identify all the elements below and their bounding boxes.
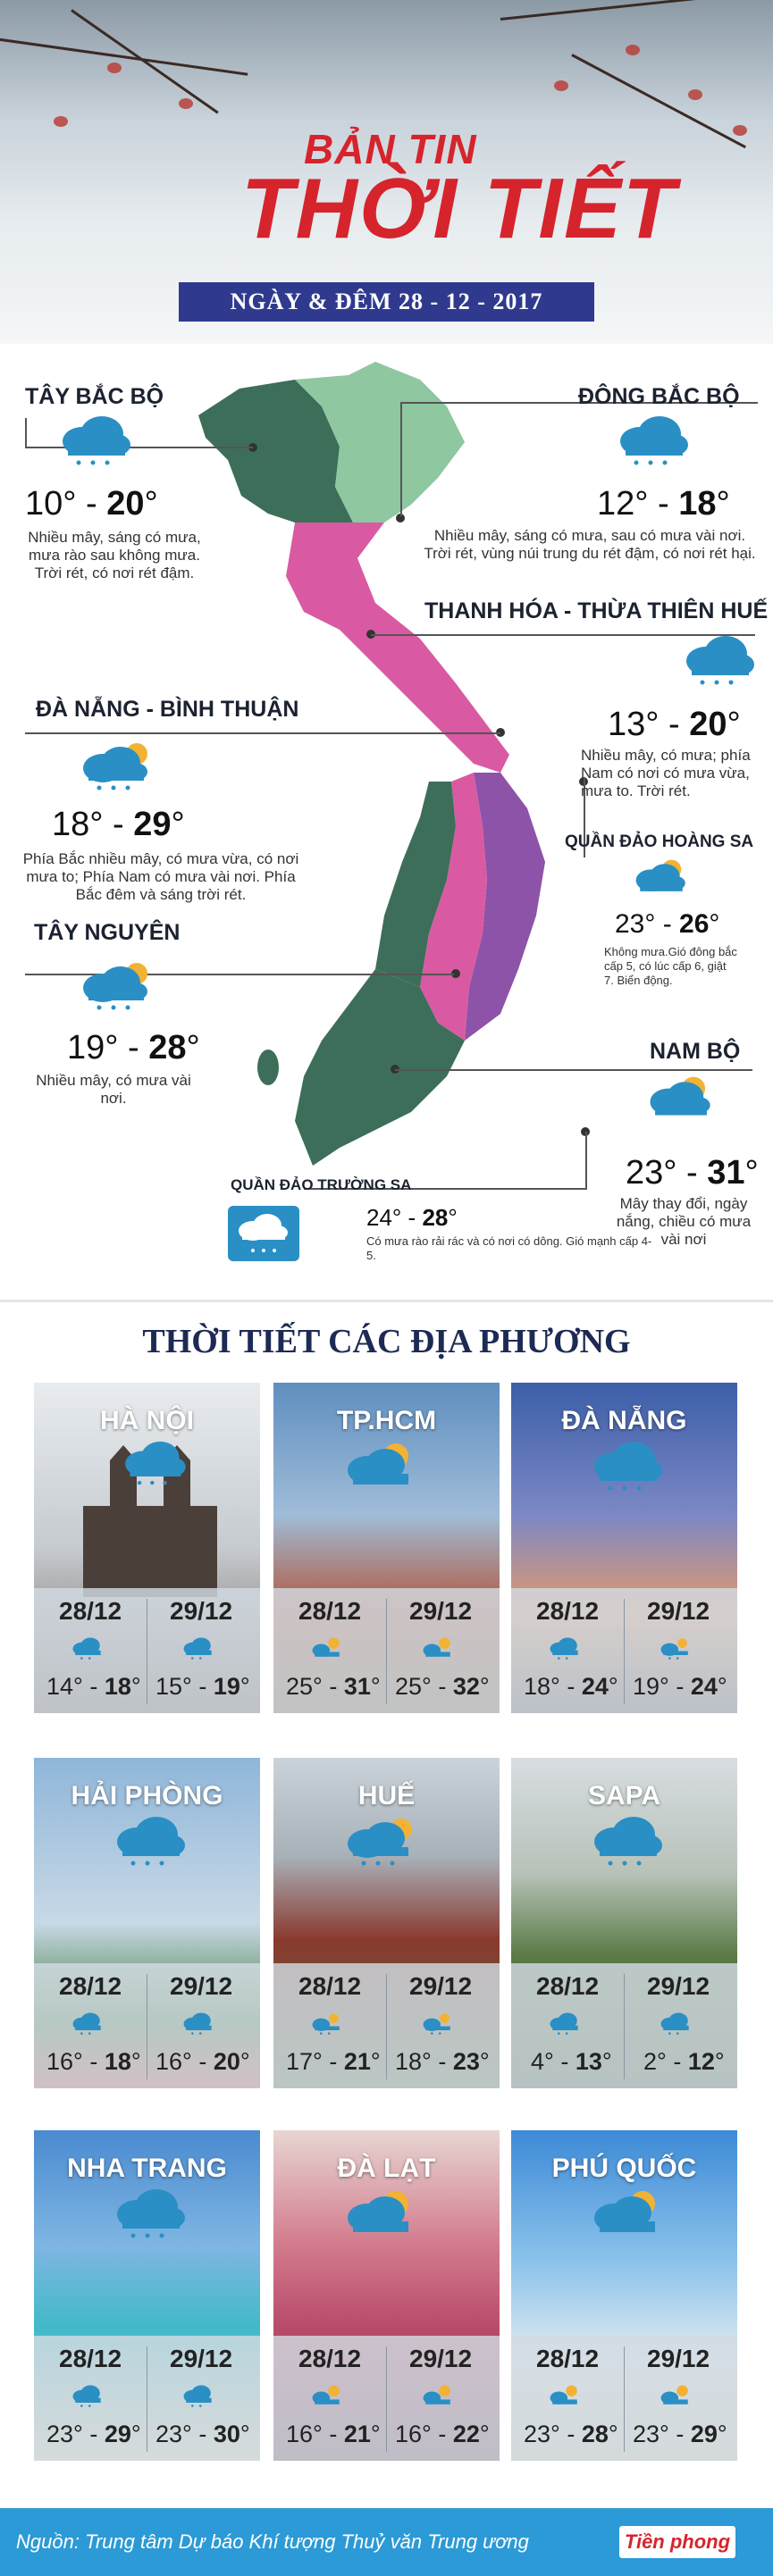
sun-cloud-icon xyxy=(658,2382,693,2409)
sun-rain-cloud-icon xyxy=(658,1635,693,1661)
city-card-hue xyxy=(273,1758,500,2088)
sun-rain-cloud-icon xyxy=(76,958,156,1011)
rain-cloud-icon xyxy=(181,1635,216,1661)
temp-day1: 23° - 29° xyxy=(46,2421,141,2447)
temp-day2: 23° - 30° xyxy=(155,2421,250,2447)
day-label: 28/12 xyxy=(536,2345,600,2372)
day-label: 28/12 xyxy=(298,1597,362,1625)
forecast-strip xyxy=(511,2336,737,2461)
rain-cloud-icon xyxy=(110,1813,190,1867)
cities-section-title: THỜI TIẾT CÁC ĐỊA PHƯƠNG xyxy=(142,1323,631,1360)
section-divider xyxy=(0,1300,773,1302)
sun-rain-cloud-icon xyxy=(340,1813,421,1867)
rain-cloud-icon xyxy=(70,1635,105,1661)
temp-dong-bac-bo: 12° - 18° xyxy=(597,485,730,523)
day-label: 28/12 xyxy=(536,1972,600,2000)
branch-decoration xyxy=(571,54,746,148)
desc-truong-sa: Có mưa rào rải rác và có nơi có dông. Gió mạnh cấp 4-5. xyxy=(366,1234,652,1262)
city-card-tp-hcm xyxy=(273,1383,500,1713)
sun-cloud-icon xyxy=(420,1635,456,1661)
region-title-dong-bac-bo: ĐÔNG BẮC BỘ xyxy=(578,384,740,409)
branch-decoration xyxy=(0,36,248,76)
truong-sa-icon-box xyxy=(228,1206,299,1261)
region-title-nam-bo: NAM BỘ xyxy=(650,1039,741,1064)
day-label: 29/12 xyxy=(170,1972,233,2000)
sun-cloud-icon xyxy=(587,2186,668,2239)
day-label: 29/12 xyxy=(170,1597,233,1625)
rain-cloud-icon xyxy=(228,1206,299,1261)
city-name: HÀ NỘI xyxy=(100,1406,194,1435)
day-label: 29/12 xyxy=(647,2345,710,2372)
rain-cloud-icon xyxy=(587,1813,668,1867)
day-label: 28/12 xyxy=(298,1972,362,2000)
city-name: SAPA xyxy=(587,1781,661,1811)
temp-thanh-hoa-hue: 13° - 20° xyxy=(608,706,741,743)
sun-cloud-icon xyxy=(340,2186,421,2239)
rain-cloud-icon xyxy=(613,413,693,466)
day-label: 29/12 xyxy=(409,1597,473,1625)
sun-cloud-icon xyxy=(630,856,693,897)
day-label: 29/12 xyxy=(647,1972,710,2000)
sun-cloud-icon xyxy=(547,2382,583,2409)
day-label: 28/12 xyxy=(59,1972,122,2000)
temp-hoang-sa: 23° - 26° xyxy=(615,909,720,939)
desc-tay-nguyen: Nhiều mây, có mưa vài nơi. xyxy=(36,1072,191,1107)
title-line2: THỜI TIẾT xyxy=(241,161,677,256)
forecast-strip xyxy=(511,1588,737,1713)
temp-day1: 16° - 21° xyxy=(286,2421,381,2447)
rain-cloud-icon xyxy=(181,2382,216,2409)
sun-cloud-icon xyxy=(643,1072,718,1122)
day-label: 28/12 xyxy=(298,2345,362,2372)
rain-cloud-icon xyxy=(547,2010,583,2037)
sun-rain-cloud-icon xyxy=(309,2010,345,2037)
city-name: ĐÀ NẴNG xyxy=(561,1406,687,1435)
rain-cloud-icon xyxy=(679,632,760,686)
forecast-strip xyxy=(273,1588,500,1713)
day-label: 28/12 xyxy=(59,1597,122,1625)
desc-hoang-sa: Không mưa.Gió đông bắc cấp 5, có lúc cấp 6, giật 7. Biển động. xyxy=(604,945,737,987)
city-name: PHÚ QUỐC xyxy=(551,2154,697,2183)
desc-dong-bac-bo: Nhiều mây, sáng có mưa, sau có mưa vài nơi. Trời rét, vùng núi trung du rét đậm, có nơi rét hại. xyxy=(424,527,756,562)
tienphong-logo[interactable]: Tiền phong xyxy=(619,2526,735,2558)
day-label: 28/12 xyxy=(59,2345,122,2372)
desc-tay-bac-bo: Nhiều mây, sáng có mưa, mưa rào sau không mưa. Trời rét, có nơi rét đậm. xyxy=(28,529,201,581)
rain-cloud-icon xyxy=(547,1635,583,1661)
city-name: TP.HCM xyxy=(336,1406,437,1435)
temp-tay-nguyen: 19° - 28° xyxy=(67,1029,200,1066)
sun-cloud-icon xyxy=(420,2382,456,2409)
date-band: NGÀY & ĐÊM 28 - 12 - 2017 xyxy=(179,282,594,322)
temp-day2: 16° - 22° xyxy=(395,2421,490,2447)
temp-truong-sa: 24° - 28° xyxy=(366,1204,458,1231)
region-title-tay-nguyen: TÂY NGUYÊN xyxy=(34,920,181,945)
temp-nam-bo: 23° - 31° xyxy=(626,1154,759,1192)
temp-day2: 19° - 24° xyxy=(633,1673,727,1700)
day-label: 29/12 xyxy=(647,1597,710,1625)
temp-day1: 14° - 18° xyxy=(46,1673,141,1700)
city-card-nha-trang xyxy=(34,2130,260,2461)
rain-cloud-icon xyxy=(55,413,136,466)
rain-cloud-icon xyxy=(181,2010,216,2037)
temp-da-nang-binh-thuan: 18° - 29° xyxy=(52,806,185,843)
sun-cloud-icon xyxy=(309,2382,345,2409)
temp-day2: 15° - 19° xyxy=(155,1673,250,1700)
region-title-da-nang-binh-thuan: ĐÀ NẴNG - BÌNH THUẬN xyxy=(36,697,299,722)
day-label: 29/12 xyxy=(170,2345,233,2372)
rain-cloud-icon xyxy=(658,2010,693,2037)
desc-thanh-hoa-hue: Nhiều mây, có mưa; phía Nam có nơi có mưa vừa, mưa to. Trời rét. xyxy=(581,747,751,799)
city-name: HUẾ xyxy=(357,1781,416,1811)
forecast-strip xyxy=(273,2336,500,2461)
desc-da-nang-binh-thuan: Phía Bắc nhiều mây, có mưa vừa, có nơi mưa to; Phía Nam có mưa vài nơi. Phía Bắc đêm và sáng trời rét. xyxy=(22,850,299,903)
rain-cloud-icon xyxy=(110,2186,190,2239)
day-label: 29/12 xyxy=(409,1972,473,2000)
sun-cloud-icon xyxy=(340,1438,421,1492)
forecast-strip xyxy=(34,1588,260,1713)
city-name: HẢI PHÒNG xyxy=(71,1781,223,1811)
map-phu-quoc-island xyxy=(257,1050,279,1085)
source-text: Nguồn: Trung tâm Dự báo Khí tượng Thuỷ văn Trung ương xyxy=(16,2530,529,2553)
region-title-hoang-sa: QUẦN ĐẢO HOÀNG SA xyxy=(565,832,754,851)
temp-day2: 23° - 29° xyxy=(633,2421,727,2447)
city-card-hai-phong xyxy=(34,1758,260,2088)
region-title-thanh-hoa-hue: THANH HÓA - THỪA THIÊN HUẾ xyxy=(424,598,769,623)
title-line1: BẢN TIN xyxy=(304,126,477,172)
city-card-sapa xyxy=(511,1758,737,2088)
temp-day1: 25° - 31° xyxy=(286,1673,381,1700)
header-banner xyxy=(0,0,773,344)
region-title-tay-bac-bo: TÂY BẮC BỘ xyxy=(25,384,164,409)
forecast-strip xyxy=(273,1963,500,2088)
forecast-strip xyxy=(511,1963,737,2088)
temp-day1: 23° - 28° xyxy=(524,2421,618,2447)
city-name: ĐÀ LẠT xyxy=(337,2154,436,2183)
rain-cloud-icon xyxy=(119,1436,190,1488)
rain-cloud-icon xyxy=(70,2382,105,2409)
city-card-da-lat xyxy=(273,2130,500,2461)
rain-cloud-icon xyxy=(587,1438,668,1492)
temp-day2: 2° - 12° xyxy=(643,2048,725,2075)
temp-day2: 18° - 23° xyxy=(395,2048,490,2075)
city-card-ha-noi xyxy=(34,1383,260,1713)
sun-rain-cloud-icon xyxy=(76,738,156,791)
temp-day1: 18° - 24° xyxy=(524,1673,618,1700)
temp-tay-bac-bo: 10° - 20° xyxy=(25,485,158,523)
branch-decoration xyxy=(500,0,773,21)
sun-rain-cloud-icon xyxy=(420,2010,456,2037)
forecast-strip xyxy=(34,1963,260,2088)
day-label: 29/12 xyxy=(409,2345,473,2372)
footer xyxy=(0,2508,773,2576)
temp-day1: 17° - 21° xyxy=(286,2048,381,2075)
rain-cloud-icon xyxy=(70,2010,105,2037)
day-label: 28/12 xyxy=(536,1597,600,1625)
branch-decoration xyxy=(71,9,219,113)
temp-day2: 16° - 20° xyxy=(155,2048,250,2075)
forecast-strip xyxy=(34,2336,260,2461)
temp-day2: 25° - 32° xyxy=(395,1673,490,1700)
sun-cloud-icon xyxy=(309,1635,345,1661)
city-card-phu-quoc xyxy=(511,2130,737,2461)
temp-day1: 4° - 13° xyxy=(531,2048,612,2075)
city-card-da-nang xyxy=(511,1383,737,1713)
temp-day1: 16° - 18° xyxy=(46,2048,141,2075)
region-title-truong-sa: QUẦN ĐẢO TRƯỜNG SA xyxy=(231,1176,412,1193)
desc-nam-bo: Mây thay đổi, ngày nắng, chiều có mưa vài nơi xyxy=(616,1195,752,1248)
city-name: NHA TRANG xyxy=(67,2154,227,2183)
